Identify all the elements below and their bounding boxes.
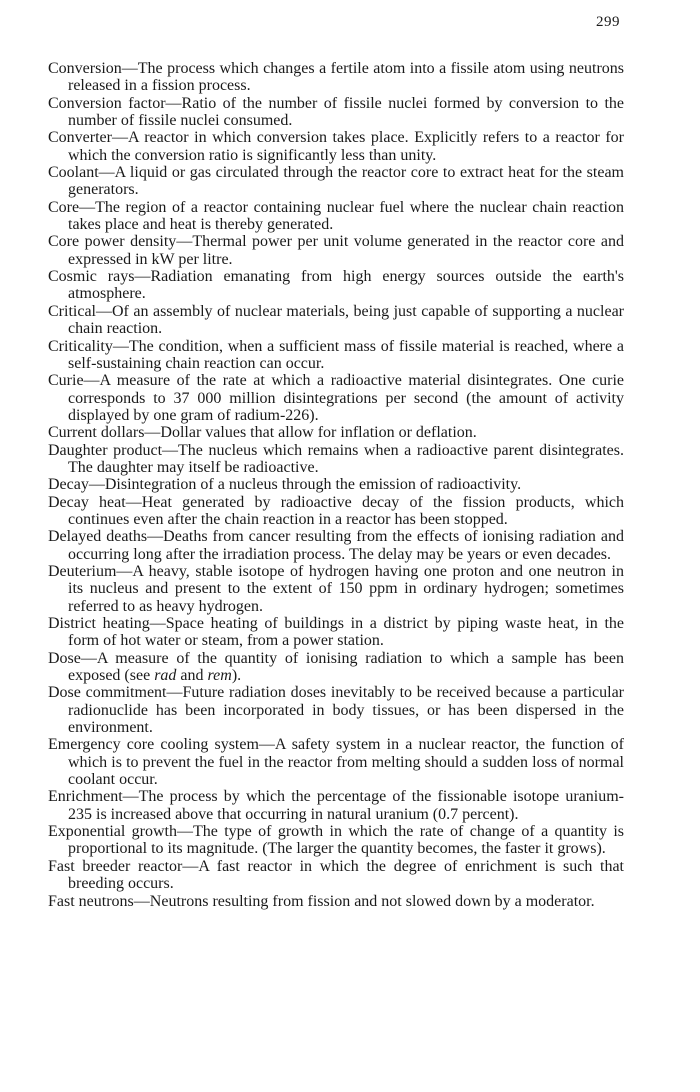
glossary-term: Core power density	[48, 233, 177, 251]
glossary-definition: Thermal power per unit volume generated in the reactor core and expressed in kW per litre.	[68, 233, 625, 268]
glossary-definition: The process which changes a fertile atom into a fissile atom using neutrons released in a fission process.	[68, 60, 624, 95]
glossary-definition: The nucleus which remains when a radioactive parent disintegrates. The daughter may itself be radioactive.	[68, 441, 625, 476]
glossary-term: Converter	[48, 129, 112, 147]
glossary-entry: Criticality—The condition, when a sufficient mass of fissile material is reached, where a self-sustaining chain reaction can occur.	[48, 337, 624, 372]
glossary-term: Decay	[48, 476, 89, 494]
glossary-definition: Deaths from cancer resulting from the effects of ionising radiation and occurring long after the irradiation process. The delay may be years or even decades.	[68, 528, 624, 563]
glossary-definition: Space heating of buildings in a district by piping waste heat, in the form of hot water or steam, from a power station.	[68, 615, 624, 650]
glossary-definition: A measure of the rate at which a radioactive material disintegrates. One curie corresponds to 37 000 million disintegrations per second (the amount of activity displayed by one gram of radium-226).	[68, 372, 624, 424]
glossary-entry: Core—The region of a reactor containing nuclear fuel where the nuclear chain reaction takes place and heat is thereby generated.	[48, 198, 624, 234]
glossary-entry: Conversion—The process which changes a fertile atom into a fissile atom using neutrons released in a fission process.	[48, 60, 624, 95]
glossary-term: Conversion	[48, 60, 122, 77]
glossary-definition: and	[176, 667, 208, 685]
glossary-definition: Future radiation doses inevitably to be received because a particular radionuclide has been incorporated in body tissues, or has been dispersed in the environment.	[68, 684, 625, 737]
glossary-entry: Deuterium—A heavy, stable isotope of hydrogen having one proton and one neutron in its nucleus and present to the extent of 150 ppm in ordinary hydrogen; sometimes referred to as heavy hydrogen.	[48, 562, 624, 615]
glossary-definition: A measure of the quantity of ionising radiation to which a sample has been exposed (see	[68, 649, 624, 685]
glossary-term: Dose commitment	[48, 684, 167, 702]
glossary-term: Daughter product	[48, 441, 163, 459]
glossary-entry: Daughter product—The nucleus which remains when a radioactive parent disintegrates. The daughter may itself be radioactive.	[48, 441, 625, 476]
glossary-definition: A safety system in a nuclear reactor, the function of which is to prevent the fuel in the reactor from melting should a sudden loss of normal coolant occur.	[68, 736, 624, 789]
glossary-entry: Decay—Disintegration of a nucleus through the emission of radioactivity.	[48, 476, 522, 494]
glossary-term: Dose	[48, 649, 81, 667]
cross-reference: rem	[207, 667, 232, 685]
glossary-definition: The condition, when a sufficient mass of fissile material is reached, where a self-sustaining chain reaction can occur.	[68, 337, 624, 372]
glossary-definition: Ratio of the number of fissile nuclei formed by conversion to the number of fissile nuclei consumed.	[68, 94, 625, 130]
glossary-entry: Conversion factor—Ratio of the number of fissile nuclei formed by conversion to the number of fissile nuclei consumed.	[48, 94, 625, 130]
glossary-entry: Critical—Of an assembly of nuclear materials, being just capable of supporting a nuclear chain reaction.	[48, 302, 624, 338]
glossary-term: Enrichment	[48, 788, 123, 806]
glossary-entry: Core power density—Thermal power per unit volume generated in the reactor core and expressed in kW per litre.	[48, 233, 625, 268]
glossary-term: Critical	[48, 302, 96, 320]
glossary-definition: Disintegration of a nucleus through the emission of radioactivity.	[104, 476, 522, 494]
glossary-term: Exponential growth	[48, 823, 177, 841]
glossary-entry: Cosmic rays—Radiation emanating from high energy sources outside the earth's atmosphere.	[48, 268, 624, 303]
glossary-definition: Radiation emanating from high energy sources outside the earth's atmosphere.	[68, 268, 624, 303]
glossary-definition: A reactor in which conversion takes place. Explicitly refers to a reactor for which the conversion ratio is significantly less than unity.	[68, 129, 624, 164]
page-number: 299	[596, 14, 620, 30]
glossary-term: Curie	[48, 372, 84, 390]
glossary-entry: Decay heat—Heat generated by radioactive decay of the fission products, which continues even after the chain reaction in a reactor has been stopped.	[48, 493, 624, 528]
glossary-entry: Current dollars—Dollar values that allow for inflation or deflation.	[48, 424, 477, 442]
glossary-term: Conversion factor	[48, 94, 166, 112]
glossary-term: Current dollars	[48, 424, 145, 442]
glossary-term: Fast breeder reactor	[48, 857, 183, 875]
glossary-definition: A fast reactor in which the degree of enrichment is such that breeding occurs.	[68, 857, 624, 893]
glossary-entry: Coolant—A liquid or gas circulated through the reactor core to extract heat for the steam generators.	[48, 164, 624, 199]
glossary-definition: Heat generated by radioactive decay of the fission products, which continues even after the chain reaction in a reactor has been stopped.	[68, 493, 624, 528]
cross-reference: rad	[154, 667, 177, 685]
glossary-entry: Fast neutrons—Neutrons resulting from fission and not slowed down by a moderator.	[48, 892, 595, 910]
glossary-entry: District heating—Space heating of buildings in a district by piping waste heat, in the form of hot water or steam, from a power station.	[48, 615, 624, 650]
glossary-term: Delayed deaths	[48, 528, 148, 546]
glossary-term: Core	[48, 198, 80, 216]
glossary-term: Emergency core cooling system	[48, 736, 259, 754]
glossary-definition: ).	[231, 667, 242, 685]
glossary-entry: Emergency core cooling system—A safety system in a nuclear reactor, the function of which is to prevent the fuel in the reactor from melting should a sudden loss of normal coolant occur.	[48, 736, 624, 789]
glossary-term: Criticality	[48, 337, 113, 355]
glossary-entry: Curie—A measure of the rate at which a radioactive material disintegrates. One curie corresponds to 37 000 million disintegrations per second (the amount of activity displayed by one gram of radium-226).	[48, 372, 624, 424]
glossary-definition: A heavy, stable isotope of hydrogen having one proton and one neutron in its nucleus and present to the extent of 150 ppm in ordinary hydrogen; sometimes referred to as heavy hydrogen.	[68, 562, 624, 615]
glossary-definition: The type of growth in which the rate of change of a quantity is proportional to its magnitude. (The larger the quantity becomes, the faster it grows).	[68, 823, 624, 858]
glossary-definition: Neutrons resulting from fission and not slowed down by a moderator.	[149, 892, 595, 910]
glossary-entry: Converter—A reactor in which conversion takes place. Explicitly refers to a reactor for which the conversion ratio is significantly less than unity.	[48, 129, 624, 164]
glossary-term: District heating	[48, 615, 150, 632]
glossary-entry: Dose—A measure of the quantity of ionising radiation to which a sample has been exposed (see rad and rem).	[48, 649, 624, 685]
glossary-definition: Dollar values that allow for inflation or deflation.	[160, 424, 477, 442]
glossary-definition: The process by which the percentage of the fissionable isotope uranium-235 is increased above that occurring in natural uranium (0.7 percent).	[68, 788, 624, 823]
glossary-definition: A liquid or gas circulated through the reactor core to extract heat for the steam generators.	[68, 164, 624, 199]
glossary-entry: Enrichment—The process by which the percentage of the fissionable isotope uranium-235 is increased above that occurring in natural uranium (0.7 percent).	[48, 788, 624, 823]
glossary-list	[48, 60, 624, 910]
glossary-term: Cosmic rays	[48, 268, 135, 286]
glossary-entry: Dose commitment—Future radiation doses inevitably to be received because a particular radionuclide has been incorporated in body tissues, or has been dispersed in the environment.	[48, 684, 625, 737]
glossary-entry: Fast breeder reactor—A fast reactor in which the degree of enrichment is such that breeding occurs.	[48, 857, 624, 893]
glossary-entry: Exponential growth—The type of growth in which the rate of change of a quantity is proportional to its magnitude. (The larger the quantity becomes, the faster it grows).	[48, 823, 624, 858]
glossary-definition: The region of a reactor containing nuclear fuel where the nuclear chain reaction takes place and heat is thereby generated.	[68, 198, 624, 234]
glossary-term: Decay heat	[48, 493, 126, 511]
glossary-entry: Delayed deaths—Deaths from cancer resulting from the effects of ionising radiation and occurring long after the irradiation process. The delay may be years or even decades.	[48, 528, 624, 563]
glossary-term: Deuterium	[48, 562, 117, 580]
glossary-term: Fast neutrons	[48, 892, 134, 910]
glossary-term: Coolant	[48, 164, 99, 182]
glossary-definition: Of an assembly of nuclear materials, being just capable of supporting a nuclear chain reaction.	[68, 302, 624, 338]
